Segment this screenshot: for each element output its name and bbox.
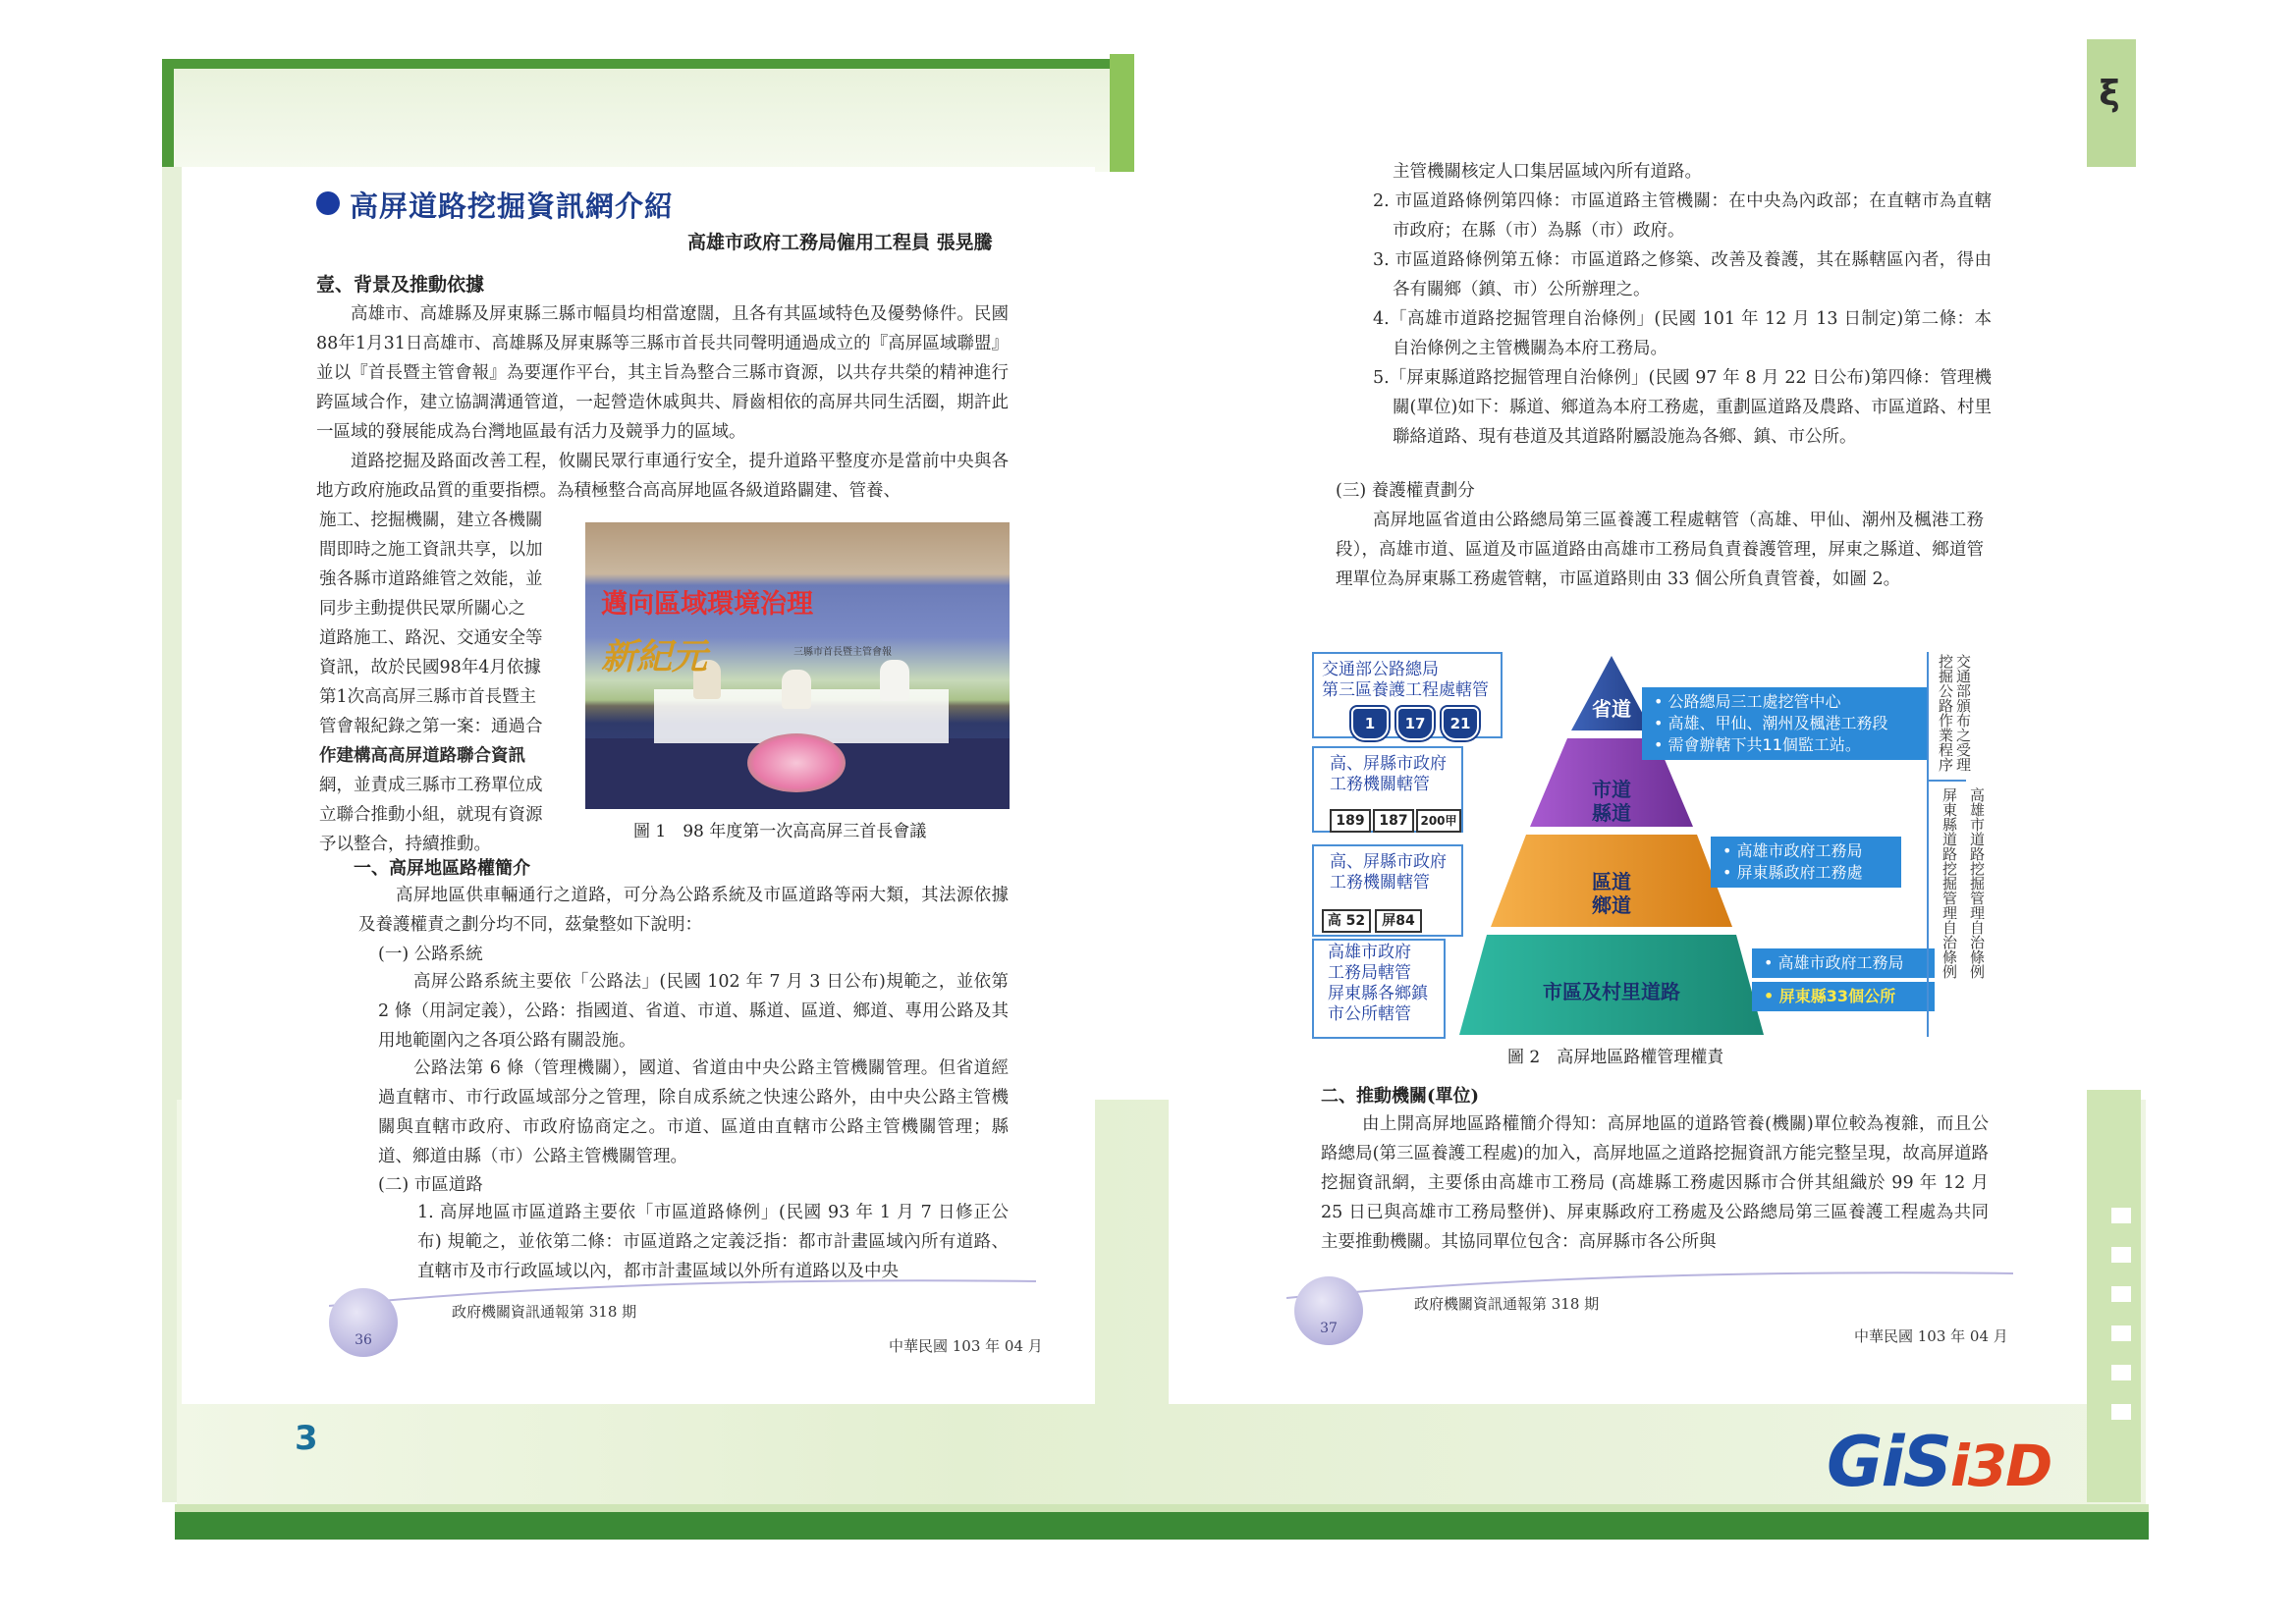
pyramid-label <box>1572 778 1651 825</box>
pyramid-label <box>1572 870 1651 917</box>
diagram-label: 工務機關轄管 <box>1330 775 1430 794</box>
info-line: • 高雄市政府工務局 <box>1722 841 1863 860</box>
paragraph: 公路法第 6 條（管理機關），國道、省道由中央公路主管機關管理。但省道經過直轄市、市行政區域部分之管理，除自成系統之快速公路外，由中央公路主管機關與直轄市政府、市政府協商定之。市道、區道由直轄市公路主管機關管理；縣道、鄉道由縣（市）公路主管機關管理。 <box>378 1058 1009 1166</box>
diagram-label: 第三區養護工程處轄管 <box>1322 680 1489 700</box>
text-line: 同步主動提供民眾所關心之 <box>319 599 525 619</box>
road-sign: 189 <box>1330 809 1371 833</box>
diagram-label: 工務局轄管 <box>1328 963 1411 983</box>
top-green-band <box>174 69 1134 172</box>
pyramid-label: 市區及村里道路 <box>1543 980 1680 1003</box>
photo-banner-main: 邁向區域環境治理 <box>601 589 813 620</box>
diagram-label: 交通部公路總局 <box>1322 660 1439 679</box>
paragraph: 高屏地區省道由公路總局第三區養護工程處轄管（高雄、甲仙、潮州及楓港工務段），高雄市道、區道及市區道路由高雄市工務局負責養護管理，屏東之縣道、鄉道管理單位為屏東縣工務處管轄，市區道路則由 33 個公所負責管養，如圖 2。 <box>1336 511 1984 589</box>
film-hole <box>2111 1286 2131 1302</box>
info-box-city-county <box>1711 837 1901 888</box>
vertical-label: 交通部頒布之受理挖掘公路作業程序 <box>1937 654 1972 772</box>
film-hole <box>2111 1404 2131 1420</box>
diagram-label: 高、屏縣市政府 <box>1330 754 1447 774</box>
info-line: • 公路總局三工處挖管中心 <box>1654 692 1841 711</box>
section-heading: 二、推動機關(單位) <box>1321 1086 1480 1107</box>
info-box-provincial <box>1642 687 1927 760</box>
person-figure <box>782 670 811 709</box>
vertical-label: 屏東縣道路挖掘管理自治條例 <box>1941 787 1958 979</box>
film-hole <box>2111 1365 2131 1380</box>
bottom-bar-highlight <box>175 1504 2149 1512</box>
list-item: 4.「高雄市道路挖掘管理自治條例」(民國 101 年 12 月 13 日制定)第二條：本自治條例之主管機關為本府工務局。 <box>1373 309 1992 358</box>
numbered-list <box>1373 187 1992 452</box>
info-line: • 需會辦轄下共11個監工站。 <box>1654 735 1861 754</box>
highway-shield-icon: 1 <box>1351 707 1389 740</box>
footer-swoosh <box>1286 1269 2013 1308</box>
diagram-label: 高、屏縣市政府 <box>1330 852 1447 872</box>
item-heading: (三) 養護權責劃分 <box>1336 481 1475 501</box>
info-box-kaohsiung: • 高雄市政府工務局 <box>1752 948 1935 978</box>
subsection-heading: 一、高屏地區路權簡介 <box>354 858 530 879</box>
info-line: • 高雄、甲仙、潮州及楓港工務段 <box>1654 714 1888 732</box>
photo-banner-small: 三縣市首長暨主管會報 <box>793 647 892 658</box>
title-bullet-icon <box>316 191 340 215</box>
paragraph: 由上開高屏地區路權簡介得知：高屏地區的道路管養(機關)單位較為複雜，而且公路總局(第三區養護工程處)的加入，高屏地區之道路挖掘資訊方能完整呈現，故高屏道路挖掘資訊網，主要係由高雄市工務局 (高雄縣工務處因縣市合併其組織於 99 年 12 月 25 日已與高雄市工務局整併)、屏東縣政府工務處及公路總局第三區養護工程處為共同主要推動機關。其協同單位包含：高屏縣市各公所與 <box>1321 1114 1989 1252</box>
divider-line <box>1927 780 1966 782</box>
highway-shield-icon: 21 <box>1442 707 1479 740</box>
text-line: 予以整合，持續推動。 <box>319 835 491 854</box>
road-sign: 屏84 <box>1375 909 1422 933</box>
item-heading: (一) 公路系統 <box>378 945 483 964</box>
paragraph: 高雄市、高雄縣及屏東縣三縣市幅員均相當遼闊，且各有其區域特色及優勢條件。民國88年1月31日高雄市、高雄縣及屏東縣等三縣市首長共同聲明通過成立的『高屏區域聯盟』並以『首長暨主管會報』為要運作平台，其主旨為整合三縣市資源，以共存共榮的精神進行跨區域合作，建立協調溝通管道，一起營造休戚與共、脣齒相依的高屏共同生活圈，期許此一區域的發展能成為台灣地區最有活力及競爭力的區域。 <box>316 304 1009 442</box>
pyramid-label: 省道 <box>1592 697 1631 721</box>
film-hole <box>2111 1208 2131 1223</box>
left-green-rule <box>162 59 174 172</box>
figure-caption: 圖 1 98 年度第一次高高屏三首長會議 <box>633 822 927 841</box>
item-heading: (二) 市區道路 <box>378 1175 483 1195</box>
diagram-label: 屏東縣各鄉鎮 <box>1328 984 1428 1003</box>
gis-logo <box>1827 1422 2050 1502</box>
paragraph: 道路挖掘及路面改善工程，攸關民眾行車通行安全，提升道路平整度亦是當前中央與各地方政府施政品質的重要指標。為積極整合高高屏地區各級道路闢建、管養、 <box>316 452 1009 501</box>
wrapped-paragraph <box>319 506 576 859</box>
road-sign: 187 <box>1373 809 1414 833</box>
top-green-accent <box>1110 54 1134 172</box>
right-tab-mark: ξ <box>2099 74 2120 114</box>
text-line: 管會報紀錄之第一案：通過合 <box>319 717 543 736</box>
text-line: 道路施工、路況、交通安全等 <box>319 628 543 648</box>
road-sign: 200甲 <box>1416 809 1461 833</box>
paragraph: 高屏公路系統主要依「公路法」(民國 102 年 7 月 3 日公布)規範之，並依第 2 條（用詞定義），公路：指國道、省道、市道、縣道、區道、鄉道、專用公路及其用地範圍內之各項公路有關設施。 <box>378 972 1009 1051</box>
flower-arrangement <box>747 733 846 792</box>
text-line: 網，並責成三縣市工務單位成 <box>319 776 543 795</box>
page-number: 37 <box>1320 1321 1338 1336</box>
pyramid-label-line: 縣道 <box>1592 801 1631 825</box>
divider-line <box>1927 652 1929 1037</box>
pyramid-label-line: 市道 <box>1592 778 1631 801</box>
person-figure <box>880 660 909 701</box>
paragraph: 1. 高屏地區市區道路主要依「市區道路條例」(民國 93 年 1 月 7 日修正公布) 規範之，並依第二條：市區道路之定義泛指：都市計畫區域內所有道路、直轄市及市行政區域以內，都市計畫區域以外所有道路以及中央 <box>417 1203 1009 1281</box>
text-line: 第1次高高屏三縣市首長暨主 <box>319 687 537 707</box>
diagram-label: 工務機關轄管 <box>1330 873 1430 893</box>
road-authority-diagram <box>1312 652 2011 1037</box>
list-item: 3. 市區道路條例第五條：市區道路之修築、改善及養護，其在縣轄區內者，得由各有關鄉（鎮、市）公所辦理之。 <box>1373 250 1992 299</box>
text-line: 立聯合推動小組，就現有資源 <box>319 805 543 825</box>
footer-date: 中華民國 103 年 04 月 <box>889 1337 1043 1355</box>
bottom-green-bar <box>175 1512 2149 1540</box>
figure-caption: 圖 2 高屏地區路權管理權責 <box>1507 1048 1724 1067</box>
logo-suffix: i3D <box>1949 1433 2051 1499</box>
section-heading: 壹、背景及推動依據 <box>316 274 485 296</box>
highway-shield-icon: 17 <box>1396 707 1434 740</box>
text-line: 施工、挖掘機關，建立各機關 <box>319 511 543 530</box>
paragraph: 高屏地區供車輛通行之道路，可分為公路系統及市區道路等兩大類，其法源依據及養護權責之劃分均不同，茲彙整如下說明： <box>358 886 1009 935</box>
info-box-pingtung: • 屏東縣33個公所 <box>1752 982 1935 1011</box>
text-line: 作建構高高屏道路聯合資訊 <box>319 746 525 766</box>
pyramid-label-line: 鄉道 <box>1592 893 1631 917</box>
footer-swoosh <box>329 1276 1036 1316</box>
diagram-label: 市公所轄管 <box>1328 1004 1411 1024</box>
footer-journal: 政府機關資訊通報第 318 期 <box>452 1303 637 1321</box>
text-line: 強各縣市道路維管之效能，並 <box>319 569 543 589</box>
list-item: 2. 市區道路條例第四條：市區道路主管機關：在中央為內政部；在直轄市為直轄市政府；在縣（市）為縣（市）政府。 <box>1373 191 1992 241</box>
text-line: 主管機關核定人口集居區域內所有道路。 <box>1393 162 1702 182</box>
vertical-label: 高雄市道路挖掘管理自治條例 <box>1968 787 1986 979</box>
article-title: 高屏道路挖掘資訊網介紹 <box>350 189 675 223</box>
diagram-label: 高雄市政府 <box>1328 943 1411 962</box>
text-line: 間即時之施工資訊共享，以加 <box>319 540 543 560</box>
top-green-rule <box>162 59 1134 69</box>
film-hole <box>2111 1247 2131 1263</box>
footer-date: 中華民國 103 年 04 月 <box>1854 1327 2008 1345</box>
photo-banner-sub: 新紀元 <box>601 637 708 677</box>
list-item: 5.「屏東縣道路挖掘管理自治條例」(民國 97 年 8 月 22 日公布)第四條：管理機關(單位)如下：縣道、鄉道為本府工務處，重劃區道路及農路、市區道路、村里聯絡道路、現有巷道及其道路附屬設施為各鄉、鎮、市公所。 <box>1373 368 1992 447</box>
text-line: 資訊，故於民國98年4月依據 <box>319 658 541 677</box>
info-line: • 屏東縣政府工務處 <box>1722 863 1863 882</box>
article-author: 高雄市政府工務局僱用工程員 張晃騰 <box>687 232 993 253</box>
film-hole <box>2111 1325 2131 1341</box>
footer-journal: 政府機關資訊通報第 318 期 <box>1414 1295 1600 1313</box>
page-number: 36 <box>355 1332 372 1348</box>
spread-page-number: 3 <box>295 1419 318 1458</box>
pyramid-label-line: 區道 <box>1592 870 1631 893</box>
logo-text: GiS <box>1827 1422 1950 1502</box>
road-sign: 高 52 <box>1322 909 1371 933</box>
